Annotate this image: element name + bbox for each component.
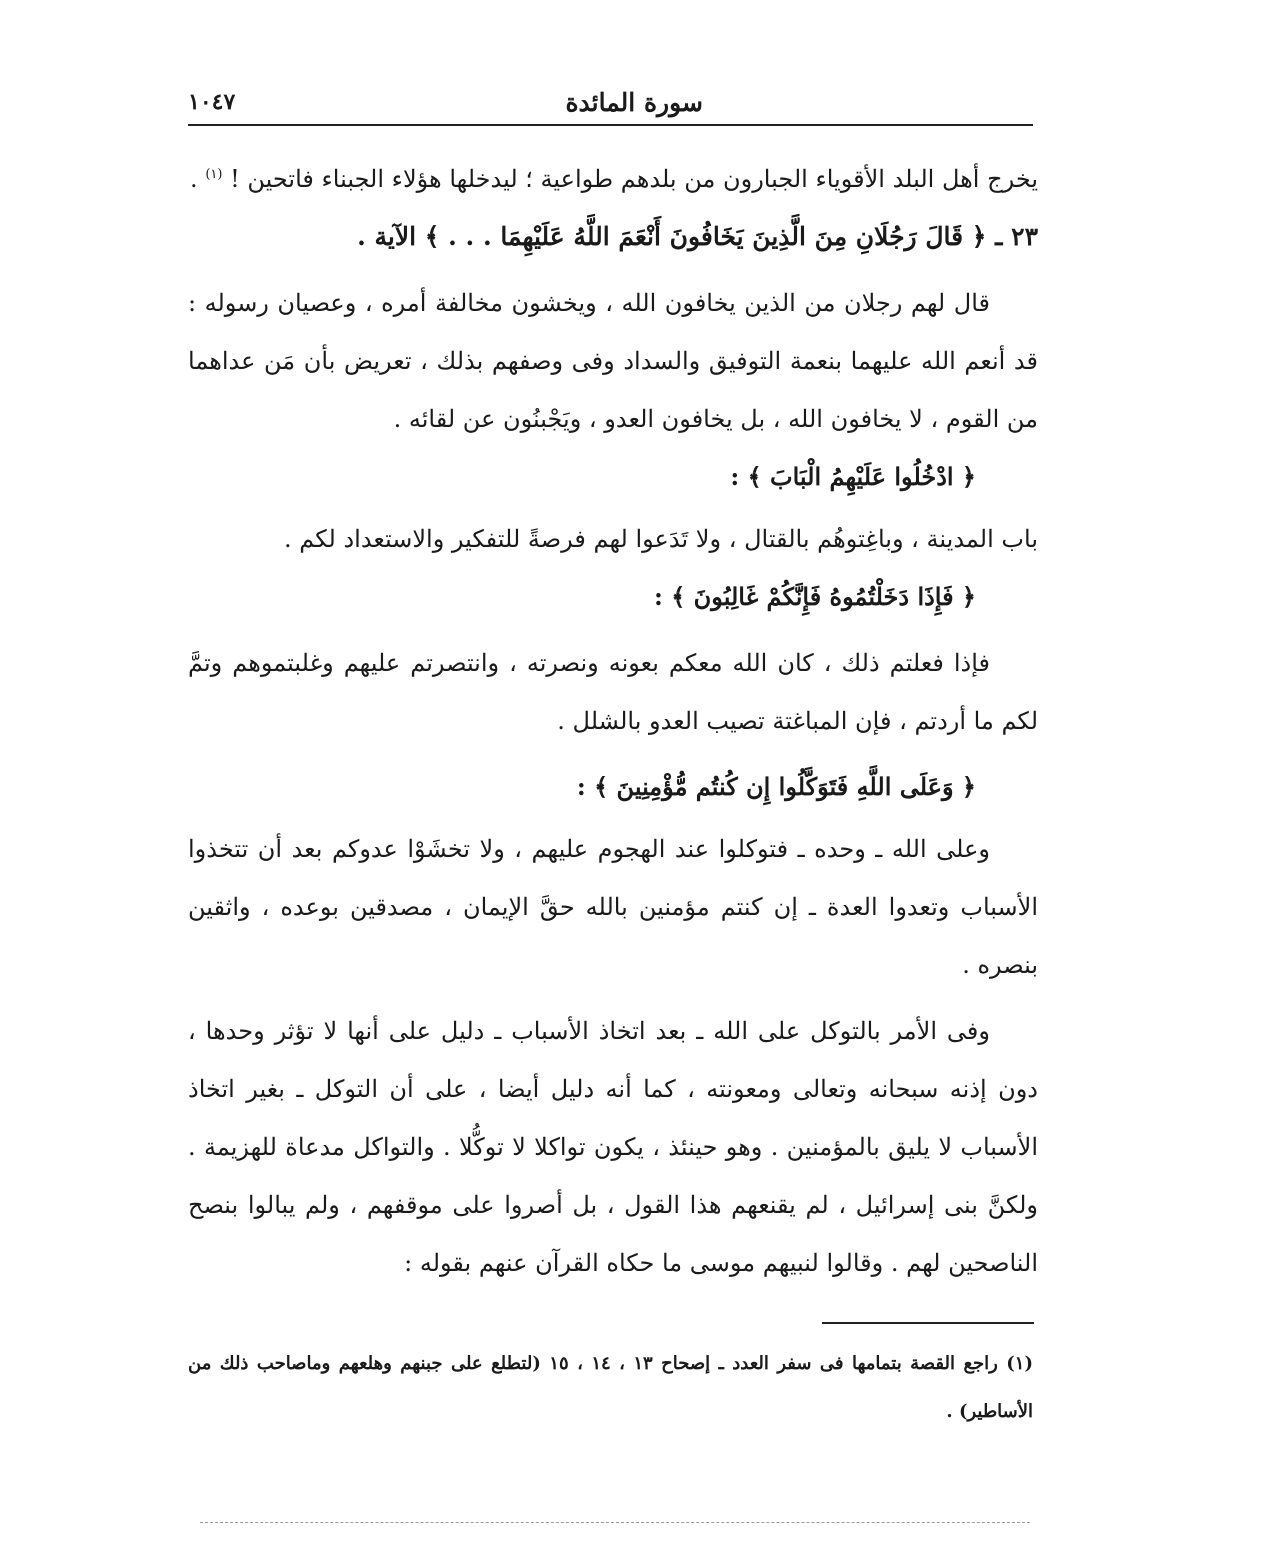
footnote-separator — [822, 1322, 1034, 1324]
footnote-text: (١) راجع القصة بتمامها فى سفر العدد ـ إصحاح ١٣ ، ١٤ ، ١٥ (لتطلع على جبنهم وهلعهم وماصاحب ذلك من الأساطير) . — [188, 1353, 1033, 1422]
verse-enter-gate: ﴿ ادْخُلُوا عَلَيْهِمُ الْبَابَ ﴾ : — [730, 462, 976, 491]
page-body — [188, 150, 1038, 1292]
footnote — [188, 1340, 1033, 1436]
paragraph-1-end: . — [190, 165, 198, 193]
paragraph-1-text: يخرج أهل البلد الأقوياء الجبارون من بلدهم طواعية ؛ ليدخلها هؤلاء الجبناء فاتحين ! — [230, 165, 1038, 193]
page-header — [188, 80, 1033, 126]
paragraph-3: باب المدينة ، وباغِتوهُم بالقتال ، ولا تَدَعوا لهم فرصةً للتفكير والاستعداد لكم . — [284, 525, 1038, 553]
verse-victorious: ﴿ فَإِذَا دَخَلْتُمُوهُ فَإِنَّكُمْ غَالِبُونَ ﴾ : — [654, 582, 976, 611]
verse-23-heading: ٢٣ ـ ﴿ قَالَ رَجُلَانِ مِنَ الَّذِينَ يَخَافُونَ أَنْعَمَ اللَّهُ عَلَيْهِمَا . . . ﴾ الآية . — [357, 222, 1038, 251]
page-number: ١٠٤٧ — [188, 89, 236, 115]
footnote-reference: (١) — [205, 167, 223, 182]
paragraph-5: وعلى الله ـ وحده ـ فتوكلوا عند الهجوم عليهم ، ولا تخشَوْا عدوكم بعد أن تتخذوا الأسباب وتعدوا العدة ـ إن كنتم مؤمنين بالله حقَّ الإيمان ، مصدقين بوعده ، واثقين بنصره . — [188, 835, 1038, 979]
paragraph-1 — [188, 150, 1038, 208]
paragraph-2: قال لهم رجلان من الذين يخافون الله ، ويخشون مخالفة أمره ، وعصيان رسوله : قد أنعم الله عليهما بنعمة التوفيق والسداد وفى وصفهم بذلك ، تعريض بأن مَن عداهما من القوم ، لا يخافون الله ، بل يخافون العدو ، ويَجْبنُون عن لقائه . — [188, 289, 1038, 433]
verse-trust-in-god: ﴿ وَعَلَى اللَّهِ فَتَوَكَّلُوا إِن كُنتُم مُّؤْمِنِينَ ﴾ : — [576, 772, 976, 801]
surah-title: سورة المائدة — [565, 87, 703, 117]
paragraph-4: فإذا فعلتم ذلك ، كان الله معكم بعونه ونصرته ، وانتصرتم عليهم وغلبتموهم وتمَّ لكم ما أردتم ، فإن المباغتة تصيب العدو بالشلل . — [188, 649, 1038, 735]
scan-artifact-line — [200, 1522, 1030, 1523]
paragraph-6: وفى الأمر بالتوكل على الله ـ بعد اتخاذ الأسباب ـ دليل على أنها لا تؤثر وحدها ، دون إذنه سبحانه وتعالى ومعونته ، كما أنه دليل أيضا ، على أن التوكل ـ بغير اتخاذ الأسباب لا يليق بالمؤمنين . وهو حينئذ ، يكون تواكلا لا توكُّلا . والتواكل مدعاة للهزيمة . ولكنَّ بنى إسرائيل ، لم يقنعهم هذا القول ، بل أصروا على موقفهم ، ولم يبالوا بنصح الناصحين لهم . وقالوا لنبيهم موسى ما حكاه القرآن عنهم بقوله : — [188, 1017, 1038, 1277]
